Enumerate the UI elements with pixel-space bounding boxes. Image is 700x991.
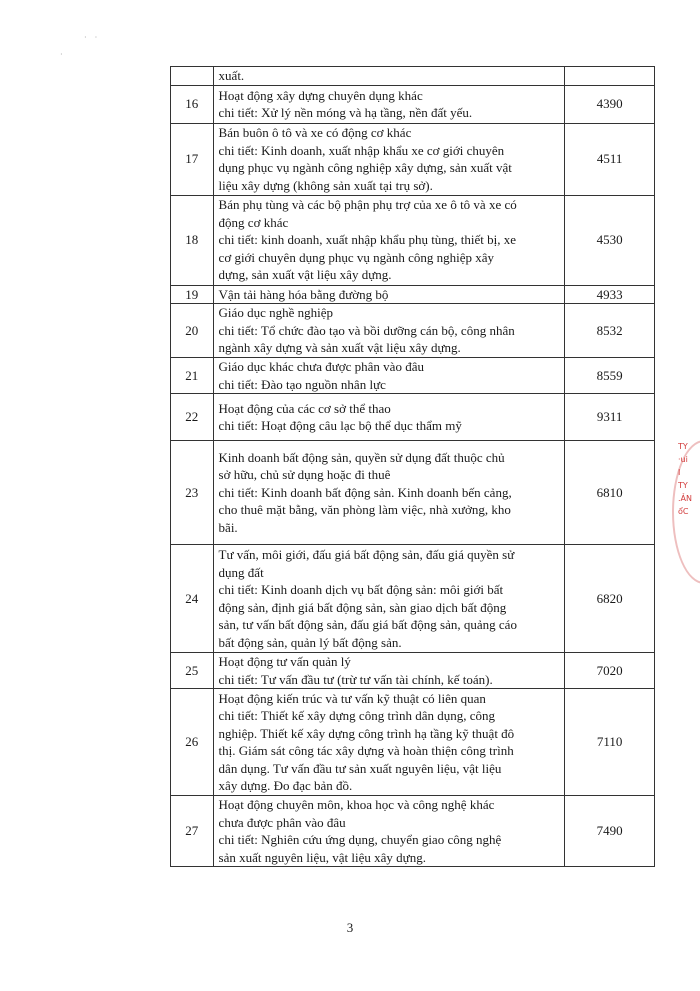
row-number: 24 — [171, 545, 214, 653]
description-line: chi tiết: Tư vấn đầu tư (trừ tư vấn tài chính, kế toán). — [218, 671, 493, 687]
description-line: Hoạt động xây dựng chuyên dụng khác — [218, 87, 423, 103]
industry-code: 7020 — [565, 653, 655, 689]
description-line: dụng phục vụ ngành công nghiệp xây dựng, sản xuất vật — [218, 160, 512, 175]
industry-code: 7110 — [565, 689, 655, 796]
industry-code: 7490 — [565, 796, 655, 867]
industry-code: 4530 — [565, 195, 655, 285]
description-line: sở hữu, chủ sử dụng hoặc đi thuê — [218, 467, 391, 483]
description-line: Hoạt động kiến trúc và tư vấn kỹ thuật có liên quan — [218, 690, 486, 706]
industry-code: 4390 — [565, 85, 655, 123]
activity-description — [213, 195, 565, 285]
industry-code: 6810 — [565, 441, 655, 545]
table-row — [171, 85, 655, 123]
description-line: Giáo dục khác chưa được phân vào đâu — [218, 359, 424, 374]
table-row — [171, 545, 655, 653]
table-row — [171, 304, 655, 358]
description-line: Bán buôn ô tô và xe có động cơ khác — [218, 125, 412, 140]
description-line: động sản, định giá bất động sản, sàn giao dịch bất động — [218, 599, 507, 615]
description-line: chi tiết: Nghiên cứu ứng dụng, chuyển giao công nghệ — [218, 832, 502, 847]
row-number: 20 — [171, 304, 214, 358]
industry-code — [565, 67, 655, 86]
industry-code: 6820 — [565, 545, 655, 653]
description-line: dụng đất — [218, 564, 264, 580]
row-number: 21 — [171, 358, 214, 394]
row-number: 16 — [171, 85, 214, 123]
scan-specks: · · — [84, 33, 101, 42]
description-line: Giáo dục nghề nghiệp — [218, 305, 333, 321]
row-number: 17 — [171, 123, 214, 195]
business-lines-table — [170, 66, 655, 867]
description-line: Tư vấn, môi giới, đấu giá bất động sản, đấu giá quyền sử — [218, 547, 515, 562]
row-number: 19 — [171, 285, 214, 304]
table-row — [171, 195, 655, 285]
description-line: sản xuất nguyên liệu, vật liệu xây dựng. — [218, 849, 426, 865]
description-line: chi tiết: Kinh doanh, xuất nhập khẩu xe cơ giới chuyên — [218, 142, 505, 158]
activity-description — [213, 358, 565, 394]
activity-description — [213, 394, 565, 441]
row-number: 23 — [171, 441, 214, 545]
activity-description — [213, 545, 565, 653]
table-row — [171, 796, 655, 867]
description-line: Vận tải hàng hóa bằng đường bộ — [218, 286, 389, 302]
description-line: Hoạt động của các cơ sở thể thao — [218, 400, 391, 416]
description-line: chi tiết: Đào tạo nguồn nhân lực — [218, 376, 386, 392]
description-line: liệu xây dựng (không sản xuất tại trụ sở). — [218, 177, 433, 193]
table-row — [171, 285, 655, 304]
description-line: ngành xây dựng và sản xuất vật liệu xây dựng. — [218, 340, 461, 356]
description-line: dân dụng. Tư vấn đầu tư sản xuất nguyên liệu, vật liệu — [218, 760, 502, 776]
industry-code: 8559 — [565, 358, 655, 394]
description-line: chi tiết: Xử lý nền móng và hạ tầng, nền đất yếu. — [218, 105, 473, 120]
table-row — [171, 653, 655, 689]
activity-description — [213, 304, 565, 358]
row-number — [171, 67, 214, 86]
row-number: 18 — [171, 195, 214, 285]
row-number: 26 — [171, 689, 214, 796]
row-number: 25 — [171, 653, 214, 689]
description-line: chi tiết: Kinh doanh bất động sản. Kinh doanh bến cảng, — [218, 484, 512, 500]
row-number: 22 — [171, 394, 214, 441]
table-row — [171, 394, 655, 441]
activity-description — [213, 123, 565, 195]
industry-code: 4511 — [565, 123, 655, 195]
description-line: động cơ khác — [218, 214, 289, 230]
industry-code: 8532 — [565, 304, 655, 358]
table-row — [171, 358, 655, 394]
row-number: 27 — [171, 796, 214, 867]
description-line: Kinh doanh bất động sản, quyền sử dụng đất thuộc chủ — [218, 449, 505, 465]
table-row — [171, 67, 655, 86]
description-line: thị. Giám sát công tác xây dựng và hoàn thiện công trình — [218, 743, 514, 758]
activity-description — [213, 689, 565, 796]
page-number: 3 — [346, 920, 354, 935]
scan-speck: · — [60, 50, 63, 59]
table-row — [171, 689, 655, 796]
description-line: chi tiết: Hoạt động câu lạc bộ thể dục thẩm mỹ — [218, 418, 462, 433]
industry-code: 4933 — [565, 285, 655, 304]
description-line: bất động sản, quản lý bất động sản. — [218, 634, 402, 650]
activity-description — [213, 441, 565, 545]
industry-code: 9311 — [565, 394, 655, 441]
activity-description — [213, 285, 565, 304]
description-line: Hoạt động tư vấn quản lý — [218, 654, 351, 669]
activity-description — [213, 796, 565, 867]
description-line: nghiệp. Thiết kế xây dựng công trình hạ tầng kỹ thuật đô — [218, 725, 515, 741]
description-line: cho thuê mặt bằng, văn phòng làm việc, nhà xưởng, kho — [218, 502, 511, 518]
description-line: chi tiết: Thiết kế xây dựng công trình dân dụng, công — [218, 708, 496, 723]
description-line: xuất. — [218, 68, 245, 83]
red-seal-fragment: TY ·ui I TY .ẢN ổC — [678, 442, 692, 516]
description-line: chi tiết: kinh doanh, xuất nhập khẩu phụ tùng, thiết bị, xe — [218, 232, 517, 248]
description-line: Hoạt động chuyên môn, khoa học và công nghệ khác — [218, 797, 495, 812]
description-line: xây dựng. Đo đạc bản đồ. — [218, 778, 353, 793]
description-line: cơ giới chuyên dụng phục vụ ngành công nghiệp xây — [218, 249, 495, 265]
description-line: chi tiết: Kinh doanh dịch vụ bất động sản: môi giới bất — [218, 582, 504, 597]
activity-description — [213, 67, 565, 86]
description-line: Bán phụ tùng và các bộ phận phụ trợ của xe ô tô và xe có — [218, 197, 517, 213]
description-line: sản, tư vấn bất động sản, đấu giá bất động sản, quảng cáo — [218, 617, 517, 632]
description-line: chi tiết: Tổ chức đào tạo và bồi dưỡng cán bộ, công nhân — [218, 322, 515, 338]
description-line: chưa được phân vào đâu — [218, 814, 346, 830]
table-row — [171, 123, 655, 195]
business-lines-body — [171, 67, 655, 867]
table-row — [171, 441, 655, 545]
activity-description — [213, 85, 565, 123]
description-line: bãi. — [218, 519, 238, 535]
description-line: dựng, sản xuất vật liệu xây dựng. — [218, 267, 392, 283]
activity-description — [213, 653, 565, 689]
